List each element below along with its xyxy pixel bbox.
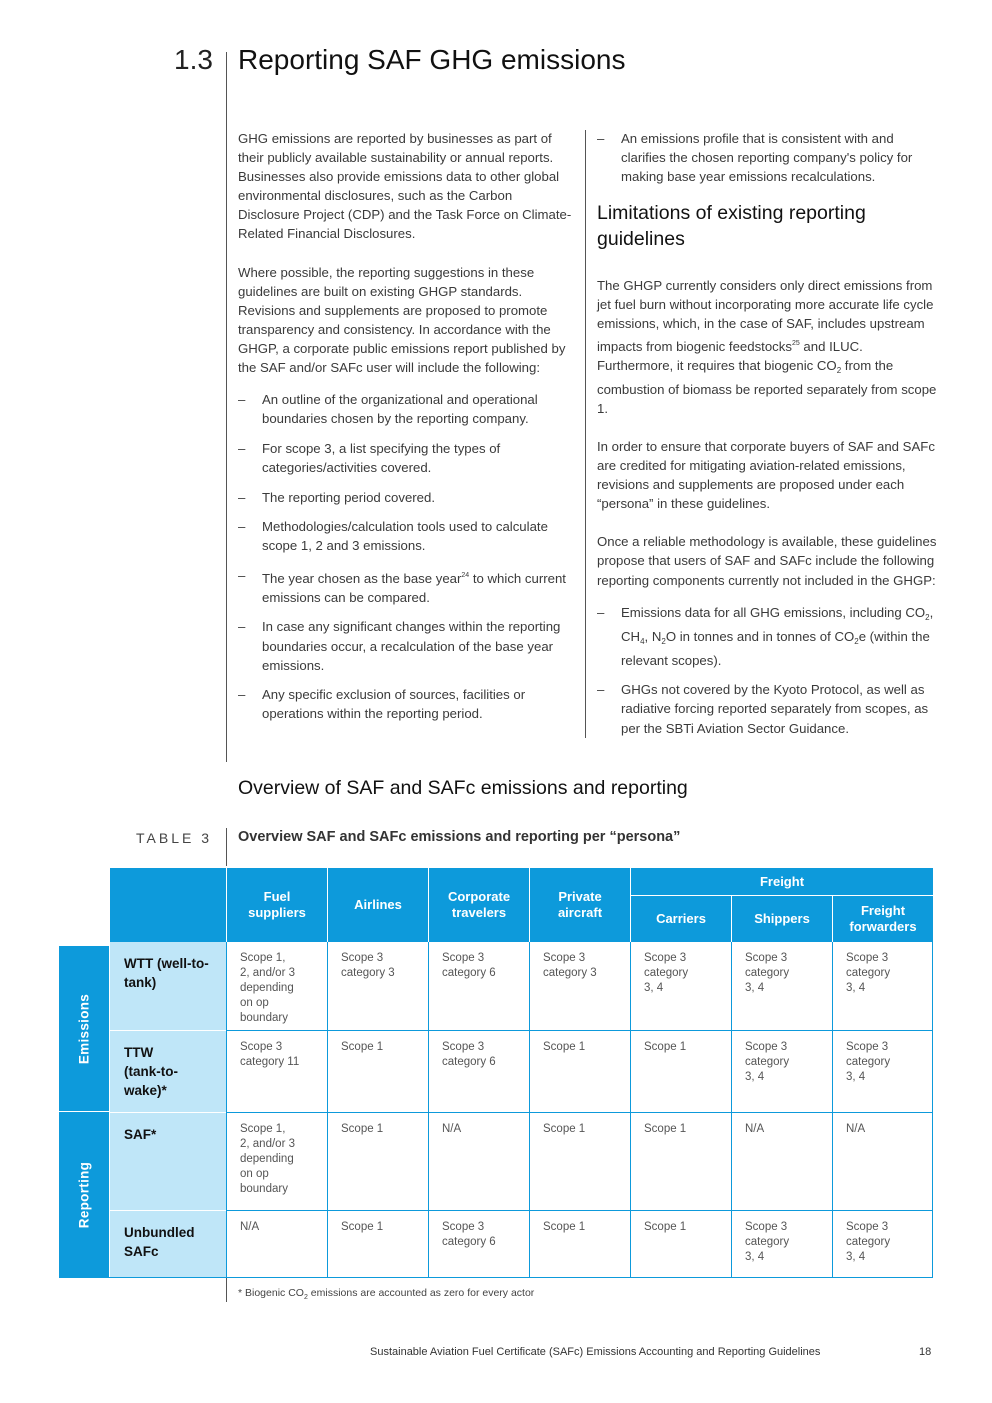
table-cell: Scope 3 category 6 (442, 1221, 496, 1248)
table-cell: Scope 1 (341, 1221, 384, 1233)
table-cell: Scope 3 category 3, 4 (846, 1041, 891, 1083)
table-cell: Scope 3 category 3 (543, 952, 597, 979)
table-cell: Scope 3 category 3, 4 (745, 1041, 790, 1083)
overview-heading: Overview of SAF and SAFc emissions and reporting (238, 777, 688, 799)
table-col-line (327, 942, 328, 1278)
table-cell: Scope 1 (644, 1221, 687, 1233)
header-col-divider (428, 868, 429, 942)
header-col-divider (832, 896, 833, 942)
table-col-line (428, 942, 429, 1278)
header-divider (631, 895, 933, 896)
table-col-line (832, 942, 833, 1278)
table-cell: N/A (442, 1123, 462, 1135)
row-label-ttw: TTW (tank-to-wake)* (110, 1031, 226, 1112)
list-item: – Emissions data for all GHG emissions, including $CO_2$, $CH_4$, $N_2O$ in tonnes and in tonnes of $CO_2e$ (within the relevant scopes). (597, 603, 937, 670)
header-col-divider (731, 896, 732, 942)
row-label-saf: SAF* (110, 1113, 226, 1210)
table-row-line (59, 1277, 933, 1278)
column-header-corporate-travelers: Corporate travelers (429, 868, 529, 942)
footnote-ref[interactable]: 24 (461, 571, 470, 579)
paragraph: The GHGP currently considers only direct emissions from jet fuel burn without incorporating more accurate life cycle emissions, which, in the case of SAF, includes upstream impacts from biogenic feedstocks$^{25}$ and ILUC. Furthermore, it requires that biogenic $CO_2$ from the combustion of biomass be reported separately from scope 1. (597, 278, 937, 416)
table-cell: Scope 3 category 3, 4 (644, 952, 689, 994)
header-col-divider (226, 868, 227, 942)
row-group-emissions: Emissions (59, 946, 109, 1111)
reporting-components-list (597, 603, 937, 738)
table-cell: Scope 3 category 11 (240, 1041, 300, 1068)
paragraph: Where possible, the reporting suggestions in these guidelines are built on existing GHGP standards. Revisions and supplements are proposed to promote transparency and consistency. In accordance with the GHGP, a corporate public emissions report published by the SAF and/or SAFc user will include the following: (238, 264, 566, 376)
table-cell: N/A (240, 1221, 260, 1233)
page-title: Reporting SAF GHG emissions (238, 44, 626, 75)
list-item: – Any specific exclusion of sources, facilities or operations within the reporting period. (238, 685, 574, 723)
table-cell: Scope 3 category 6 (442, 1041, 496, 1068)
table-cell: Scope 1 (341, 1123, 384, 1135)
column-header-shippers: Shippers (732, 896, 832, 942)
footnote-divider-line (226, 1278, 227, 1302)
row-label-divider (110, 1112, 226, 1113)
list-item: – An emissions profile that is consistent with and clarifies the chosen reporting company's policy for making base year emissions recalculations. (597, 129, 937, 186)
table-cell: Scope 1 (341, 1041, 384, 1053)
row-label-divider (110, 1030, 226, 1031)
column-header-fuel-suppliers: Fuel suppliers (227, 868, 327, 942)
footnote-ref[interactable]: 25 (791, 339, 800, 347)
table-cell: Scope 1 (644, 1123, 687, 1135)
table-title: Overview SAF and SAFc emissions and reporting per “persona” (238, 829, 681, 845)
table-col-line (932, 942, 933, 1278)
paragraph: GHG emissions are reported by businesses as part of their publicly available sustainability or annual reports. Businesses also provide emissions data to other global environmental disclosures, such as the Carbon Disclosure Project (CDP) and the Task Force on Climate-Related Financial Disclosures. (238, 131, 572, 242)
table-cell: Scope 3 category 3, 4 (745, 1221, 790, 1263)
table-cell: N/A (846, 1123, 866, 1135)
column-group-header-freight: Freight (631, 868, 933, 895)
requirements-list-continued (597, 129, 937, 186)
list-item-text: The year chosen as the base year (262, 570, 462, 586)
row-label-unbundled-safc: Unbundled SAFc (110, 1211, 226, 1278)
row-label-divider (110, 1210, 226, 1211)
left-column (238, 129, 574, 734)
table-cell: N/A (745, 1123, 765, 1135)
table-label: TABLE 3 (136, 830, 212, 846)
list-item: – An outline of the organizational and operational boundaries chosen by the reporting company. (238, 390, 574, 428)
row-label-wtt: WTT (well-to-tank) (110, 942, 226, 1030)
table-cell: Scope 3 category 3, 4 (846, 952, 891, 994)
table-col-line (731, 942, 732, 1278)
table-cell: Scope 1 (543, 1041, 586, 1053)
table-col-line (529, 942, 530, 1278)
header-corner-cell (110, 868, 226, 942)
table-row-line (227, 1030, 933, 1031)
list-item: – For scope 3, a list specifying the types of categories/activities covered. (238, 439, 574, 477)
list-item: – The reporting period covered. (238, 488, 574, 507)
column-divider (585, 130, 586, 738)
row-group-reporting: Reporting (59, 1112, 109, 1278)
table-row-line (227, 1210, 933, 1211)
table-cell: Scope 3 category 3, 4 (745, 952, 790, 994)
column-header-airlines: Airlines (328, 868, 428, 942)
column-header-carriers: Carriers (631, 896, 731, 942)
header-col-divider (630, 868, 631, 942)
section-heading: Limitations of existing reporting guidelines (597, 202, 866, 251)
list-item: – Methodologies/calculation tools used to calculate scope 1, 2 and 3 emissions. (238, 517, 574, 555)
paragraph: Once a reliable methodology is available, these guidelines propose that users of SAF and SAFc include the following reporting components currently not included in the GHGP: (597, 534, 937, 588)
table-col-line (226, 942, 227, 1278)
table-cell: Scope 1 (543, 1221, 586, 1233)
list-item: – GHGs not covered by the Kyoto Protocol, as well as radiative forcing reported separately from scopes, as per the SBTi Aviation Sector Guidance. (597, 680, 937, 737)
table-label-divider-line (226, 828, 227, 866)
table-cell: Scope 1 (644, 1041, 687, 1053)
table-footnote: * Biogenic $CO_2$ emissions are accounted as zero for every actor (238, 1287, 535, 1301)
column-header-private-aircraft: Private aircraft (530, 868, 630, 942)
column-header-freight-forwarders: Freight forwarders (833, 896, 933, 942)
table-col-line (630, 942, 631, 1278)
header-col-divider (529, 868, 530, 942)
table-cell: Scope 1, 2, and/or 3 depending on op boundary (240, 952, 295, 1024)
list-item: – In case any significant changes within the reporting boundaries occur, a recalculation of the base year emissions. (238, 617, 574, 674)
table-cell: Scope 3 category 6 (442, 952, 496, 979)
table-row-line (227, 1112, 933, 1113)
table-cell: Scope 1, 2, and/or 3 depending on op boundary (240, 1123, 295, 1195)
list-item (238, 566, 574, 607)
page-number: 18 (919, 1346, 932, 1358)
section-number: 1.3 (174, 44, 213, 75)
header-col-divider (327, 868, 328, 942)
header-divider-line (226, 52, 227, 762)
right-column (597, 129, 937, 748)
paragraph: In order to ensure that corporate buyers of SAF and SAFc are credited for mitigating aviation-related emissions, revisions and supplements are proposed under each “persona” in these guidelines. (597, 438, 935, 512)
page-footer-title: Sustainable Aviation Fuel Certificate (SAFc) Emissions Accounting and Reporting Guidelines (370, 1346, 821, 1358)
requirements-list (238, 390, 574, 723)
table-cell: Scope 3 category 3 (341, 952, 395, 979)
table-cell: Scope 3 category 3, 4 (846, 1221, 891, 1263)
table-cell: Scope 1 (543, 1123, 586, 1135)
list-item-text: to which current emissions can be compared. (262, 570, 566, 605)
